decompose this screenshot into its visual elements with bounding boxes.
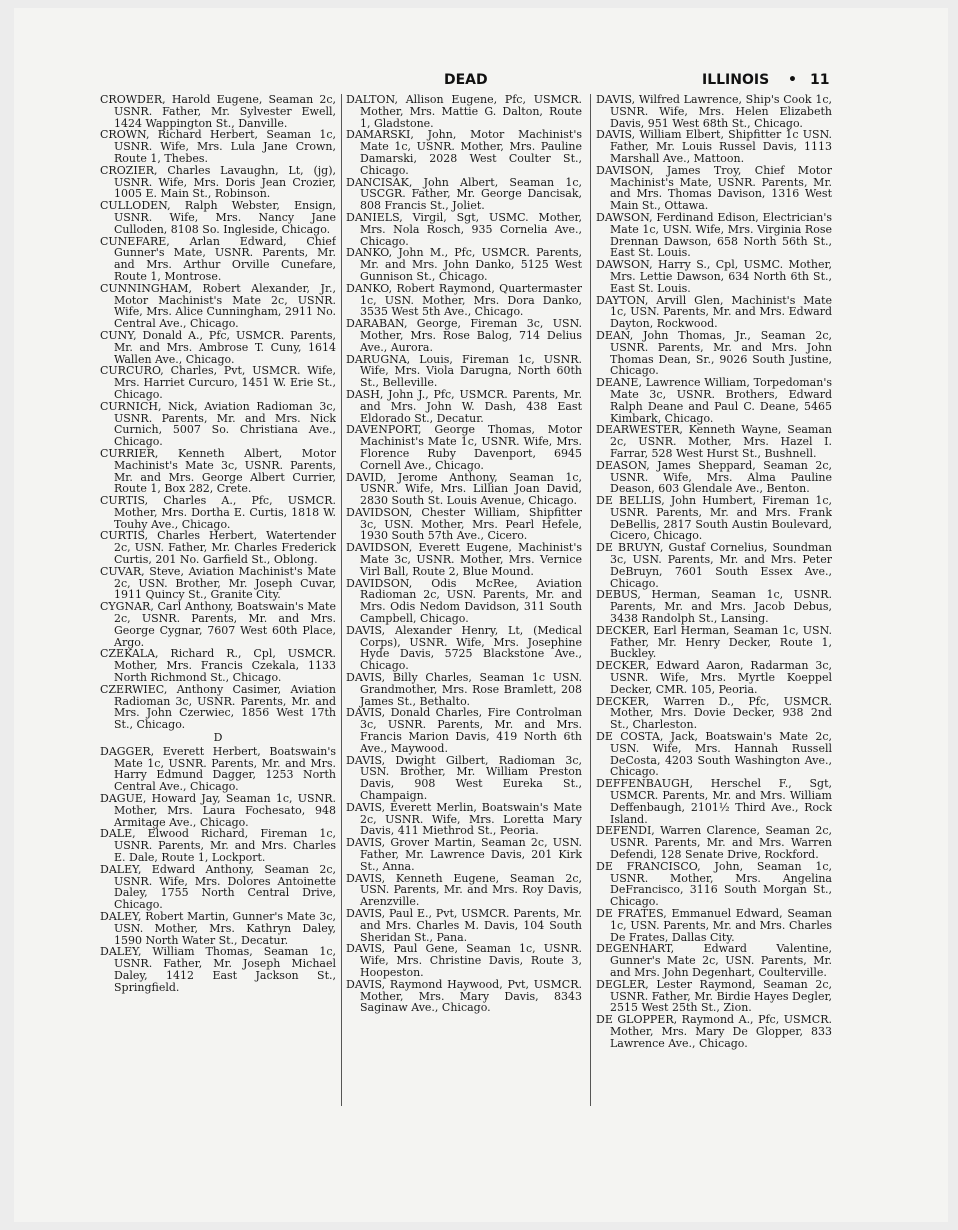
casualty-entry: DEFFENBAUGH, Herschel F., Sgt, USMCR. Parents, Mr. and Mrs. William Deffenbaugh, 2101½ Third Ave., Rock Island.	[596, 777, 832, 826]
casualty-entry: DE FRANCISCO, John, Seaman 1c, USNR. Mother, Mrs. Angelina DeFrancisco, 3116 South Morgan St., Chicago.	[596, 859, 832, 909]
column-3	[596, 94, 832, 1204]
casualty-entry: DAVISON, James Troy, Chief Motor Machinist's Mate, USNR. Parents, Mr. and Mrs. Thomas Davison, 1316 West Main St., Ottawa.	[596, 163, 832, 213]
casualty-entry: DAVIS, Grover Martin, Seaman 2c, USN. Father, Mr. Lawrence Davis, 201 Kirk St., Anna.	[346, 836, 582, 873]
casualty-entry: DARUGNA, Louis, Fireman 1c, USNR. Wife, Mrs. Viola Darugna, North 60th St., Belleville.	[346, 352, 582, 390]
casualty-entry: DAGGER, Everett Herbert, Boatswain's Mate 1c, USNR. Parents, Mr. and Mrs. Harry Edmund Dagger, 1253 North Central Ave., Chicago.	[100, 744, 336, 794]
casualty-entry: DECKER, Edward Aaron, Radarman 3c, USNR. Wife, Mrs. Myrtle Koeppel Decker, CMR. 105, Peoria.	[596, 659, 832, 696]
casualty-entry: DANIELS, Virgil, Sgt, USMC. Mother, Mrs. Nola Rosch, 935 Cornelia Ave., Chicago.	[346, 210, 582, 248]
casualty-entry: CUNNINGHAM, Robert Alexander, Jr., Motor Machinist's Mate 2c, USNR. Wife, Mrs. Alice Cunningham, 2911 No. Central Ave., Chicago.	[100, 281, 336, 331]
column-divider	[590, 94, 591, 1106]
casualty-entry: DASH, John J., Pfc, USMCR. Parents, Mr. and Mrs. John W. Dash, 438 East Eldorado St., Decatur.	[346, 387, 582, 425]
casualty-entry: DECKER, Earl Herman, Seaman 1c, USN. Father, Mr. Henry Decker, Route 1, Buckley.	[596, 623, 832, 661]
casualty-entry: CURRIER, Kenneth Albert, Motor Machinist's Mate 3c, USNR. Parents, Mr. and Mrs. George Albert Currier, Route 1, Box 282, Crete.	[100, 446, 336, 496]
casualty-entry: DAVIS, Paul E., Pvt, USMCR. Parents, Mr. and Mrs. Charles M. Davis, 104 South Sheridan St., Pana.	[346, 906, 582, 944]
casualty-entry: DE FRATES, Emmanuel Edward, Seaman 1c, USN. Parents, Mr. and Mrs. Charles De Frates, Dallas City.	[596, 906, 832, 944]
casualty-entry: CUNEFARE, Arlan Edward, Chief Gunner's Mate, USNR. Parents, Mr. and Mrs. Arthur Orville Cunefare, Route 1, Montrose.	[100, 234, 336, 283]
casualty-entry: DALTON, Allison Eugene, Pfc, USMCR. Mother, Mrs. Mattie G. Dalton, Route 1, Gladstone.	[346, 94, 582, 130]
casualty-entry: CURTIS, Charles Herbert, Watertender 2c, USN. Father, Mr. Charles Frederick Curtis, 201 No. Garfield St., Oblong.	[100, 529, 336, 567]
casualty-entry: CURTIS, Charles A., Pfc, USMCR. Mother, Mrs. Dortha E. Curtis, 1818 W. Touhy Ave., Chicago.	[100, 494, 336, 531]
casualty-entry: DEAN, John Thomas, Jr., Seaman 2c, USNR. Parents, Mr. and Mrs. John Thomas Dean, Sr., 9026 South Justine, Chicago.	[596, 328, 832, 378]
casualty-entry: DARABAN, George, Fireman 3c, USN. Mother, Mrs. Rose Balog, 714 Delius Ave., Aurora.	[346, 317, 582, 354]
casualty-entry: DAWSON, Ferdinand Edison, Electrician's Mate 1c, USN. Wife, Mrs. Virginia Rose Drennan Dawson, 658 North 56th St., East St. Louis.	[596, 210, 832, 260]
casualty-entry: CZEKALA, Richard R., Cpl, USMCR. Mother, Mrs. Francis Czekala, 1133 North Richmond St., Chicago.	[100, 647, 336, 685]
column-1	[100, 94, 336, 1204]
casualty-entry: CROWDER, Harold Eugene, Seaman 2c, USNR. Father, Mr. Sylvester Ewell, 1424 Wappington St., Danville.	[100, 94, 336, 130]
casualty-entry: DE BRUYN, Gustaf Cornelius, Soundman 3c, USN. Parents, Mr. and Mrs. Peter DeBruyn, 7601 South Essex Ave., Chicago.	[596, 541, 832, 590]
casualty-entry: DE BELLIS, John Humbert, Fireman 1c, USNR. Parents, Mr. and Mrs. Frank DeBellis, 2817 South Austin Boulevard, Cicero, Chicago.	[596, 494, 832, 543]
casualty-entry: DECKER, Warren D., Pfc, USMCR. Mother, Mrs. Dovie Decker, 938 2nd St., Charleston.	[596, 694, 832, 732]
casualty-entry: DE COSTA, Jack, Boatswain's Mate 2c, USN. Wife, Mrs. Hannah Russell DeCosta, 4203 South Washington Ave., Chicago.	[596, 730, 832, 779]
casualty-entry: DAVIS, Billy Charles, Seaman 1c USN. Grandmother, Mrs. Rose Bramlett, 208 James St., Bethalto.	[346, 671, 582, 708]
casualty-entry: DEARWESTER, Kenneth Wayne, Seaman 2c, USNR. Mother, Mrs. Hazel I. Farrar, 528 West Hurst St., Bushnell.	[596, 423, 832, 460]
casualty-entry: DAVIS, Alexander Henry, Lt, (Medical Corps), USNR. Wife, Mrs. Josephine Hyde Davis, 5725 Blackstone Ave., Chicago.	[346, 623, 582, 673]
casualty-entry: DAVIS, Everett Merlin, Boatswain's Mate 2c, USNR. Wife, Mrs. Loretta Mary Davis, 411 Miethrod St., Peoria.	[346, 800, 582, 838]
casualty-entry: DAVIS, Wilfred Lawrence, Ship's Cook 1c, USNR. Wife, Mrs. Helen Elizabeth Davis, 951 West 68th St., Chicago.	[596, 94, 832, 130]
casualty-entry: DALE, Elwood Richard, Fireman 1c, USNR. Parents, Mr. and Mrs. Charles E. Dale, Route 1, Lockport.	[100, 827, 336, 864]
casualty-entry: DEFENDI, Warren Clarence, Seaman 2c, USNR. Parents, Mr. and Mrs. Warren Defendi, 128 Senate Drive, Rockford.	[596, 824, 832, 861]
casualty-entry: DAVIS, Paul Gene, Seaman 1c, USNR. Wife, Mrs. Christine Davis, Route 3, Hoopeston.	[346, 942, 582, 979]
casualty-entry: DALEY, Edward Anthony, Seaman 2c, USNR. Wife, Mrs. Dolores Antoinette Daley, 1755 North Central Drive, Chicago.	[100, 862, 336, 912]
casualty-entry: DAVIDSON, Everett Eugene, Machinist's Mate 3c, USNR. Mother, Mrs. Vernice Virl Ball, Route 2, Blue Mound.	[346, 541, 582, 578]
casualty-entry: DEASON, James Sheppard, Seaman 2c, USNR. Wife, Mrs. Alma Pauline Deason, 603 Glendale Ave., Benton.	[596, 458, 832, 496]
casualty-entry: DEGENHART, Edward Valentine, Gunner's Mate 2c, USN. Parents, Mr. and Mrs. John Degenhart, Coulterville.	[596, 942, 832, 979]
casualty-entry: DAVIDSON, Odis McRee, Aviation Radioman 2c, USN. Parents, Mr. and Mrs. Odis Nedom Davidson, 311 South Campbell, Chicago.	[346, 576, 582, 626]
casualty-entry: DAGUE, Howard Jay, Seaman 1c, USNR. Mother, Mrs. Laura Fochesato, 948 Armitage Ave., Chicago.	[100, 792, 336, 829]
casualty-entry: DEANE, Lawrence William, Torpedoman's Mate 3c, USNR. Brothers, Edward Ralph Deane and Paul C. Deane, 5465 Kimbark, Chicago.	[596, 376, 832, 425]
casualty-entry: DAVENPORT, George Thomas, Motor Machinist's Mate 1c, USNR. Wife, Mrs. Florence Ruby Davenport, 6945 Cornell Ave., Chicago.	[346, 423, 582, 472]
casualty-entry: DAWSON, Harry S., Cpl, USMC. Mother, Mrs. Lettie Dawson, 634 North 6th St., East St. Louis.	[596, 258, 832, 295]
casualty-entry: DAVIS, Donald Charles, Fire Controlman 3c, USNR. Parents, Mr. and Mrs. Francis Marion Davis, 419 North 6th Ave., Maywood.	[346, 706, 582, 755]
section-title: DEAD	[444, 72, 488, 88]
casualty-entry: CUVAR, Steve, Aviation Machinist's Mate 2c, USN. Brother, Mr. Joseph Cuvar, 1911 Quincy St., Granite City.	[100, 564, 336, 602]
casualty-entry: DAVIS, William Elbert, Shipfitter 1c USN. Father, Mr. Louis Russel Davis, 1113 Marshall Ave., Mattoon.	[596, 128, 832, 165]
casualty-entry: DAMARSKI, John, Motor Machinist's Mate 1c, USNR. Mother, Mrs. Pauline Damarski, 2028 West Coulter St., Chicago.	[346, 128, 582, 177]
casualty-entry: DALEY, William Thomas, Seaman 1c, USNR. Father, Mr. Joseph Michael Daley, 1412 East Jackson St., Springfield.	[100, 945, 336, 994]
casualty-entry: CUNY, Donald A., Pfc, USMCR. Parents, Mr. and Mrs. Ambrose T. Cuny, 1614 Wallen Ave., Chicago.	[100, 328, 336, 366]
casualty-entry: DE GLOPPER, Raymond A., Pfc, USMCR. Mother, Mrs. Mary De Glopper, 833 Lawrence Ave., Chicago.	[596, 1013, 832, 1050]
page-number: 11	[810, 72, 830, 88]
casualty-entry: DAVIS, Kenneth Eugene, Seaman 2c, USN. Parents, Mr. and Mrs. Roy Davis, Arenzville.	[346, 871, 582, 909]
casualty-entry: CURNICH, Nick, Aviation Radioman 3c, USNR. Parents, Mr. and Mrs. Nick Curnich, 5007 So. Christiana Ave., Chicago.	[100, 399, 336, 449]
casualty-entry: DANKO, Robert Raymond, Quartermaster 1c, USN. Mother, Mrs. Dora Danko, 3535 West 5th Ave., Chicago.	[346, 281, 582, 319]
page-header	[14, 72, 948, 92]
casualty-entry: DALEY, Robert Martin, Gunner's Mate 3c, USN. Mother, Mrs. Kathryn Daley, 1590 North Water St., Decatur.	[100, 909, 336, 947]
casualty-entry: DANCISAK, John Albert, Seaman 1c, USCGR. Father, Mr. George Dancisak, 808 Francis St., Joliet.	[346, 175, 582, 213]
casualty-entry: DAVID, Jerome Anthony, Seaman 1c, USNR. Wife, Mrs. Lillian Joan David, 2830 South St. Louis Avenue, Chicago.	[346, 470, 582, 508]
casualty-entry: CULLODEN, Ralph Webster, Ensign, USNR. Wife, Mrs. Nancy Jane Culloden, 8108 So. Ingleside, Chicago.	[100, 199, 336, 236]
casualty-entry: CYGNAR, Carl Anthony, Boatswain's Mate 2c, USNR. Parents, Mr. and Mrs. George Cygnar, 7607 West 60th Place, Argo.	[100, 600, 336, 649]
bullet-separator: •	[788, 72, 797, 88]
casualty-entry: CROZIER, Charles Lavaughn, Lt, (jg), USNR. Wife, Mrs. Doris Jean Crozier, 1005 E. Main St., Robinson.	[100, 163, 336, 201]
casualty-entry: CROWN, Richard Herbert, Seaman 1c, USNR. Wife, Mrs. Lula Jane Crown, Route 1, Thebes.	[100, 128, 336, 165]
document-page	[14, 8, 948, 1222]
letter-heading: D	[213, 731, 223, 745]
state-name: ILLINOIS	[702, 72, 770, 88]
casualty-entry: DAYTON, Arvill Glen, Machinist's Mate 1c, USN. Parents, Mr. and Mrs. Edward Dayton, Rockwood.	[596, 293, 832, 331]
casualty-entry: CZERWIEC, Anthony Casimer, Aviation Radioman 3c, USNR. Parents, Mr. and Mrs. John Czerwiec, 1856 West 17th St., Chicago.	[100, 682, 336, 732]
casualty-entry: DAVIS, Raymond Haywood, Pvt, USMCR. Mother, Mrs. Mary Davis, 8343 Saginaw Ave., Chicago.	[346, 977, 582, 1015]
column-2	[346, 94, 582, 1204]
casualty-entry: DAVIS, Dwight Gilbert, Radioman 3c, USN. Brother, Mr. William Preston Davis, 908 West Eureka St., Champaign.	[346, 753, 582, 803]
casualty-entry: DAVIDSON, Chester William, Shipfitter 3c, USN. Mother, Mrs. Pearl Hefele, 1930 South 57th Ave., Cicero.	[346, 505, 582, 543]
casualty-entry: CURCURO, Charles, Pvt, USMCR. Wife, Mrs. Harriet Curcuro, 1451 W. Erie St., Chicago.	[100, 364, 336, 401]
casualty-entry: DEBUS, Herman, Seaman 1c, USNR. Parents, Mr. and Mrs. Jacob Debus, 3438 Randolph St., Lansing.	[596, 588, 832, 626]
column-divider	[341, 94, 342, 1106]
casualty-entry: DANKO, John M., Pfc, USMCR. Parents, Mr. and Mrs. John Danko, 5125 West Gunnison St., Chicago.	[346, 246, 582, 283]
casualty-entry: DEGLER, Lester Raymond, Seaman 2c, USNR. Father, Mr. Birdie Hayes Degler, 2515 West 25th St., Zion.	[596, 977, 832, 1015]
